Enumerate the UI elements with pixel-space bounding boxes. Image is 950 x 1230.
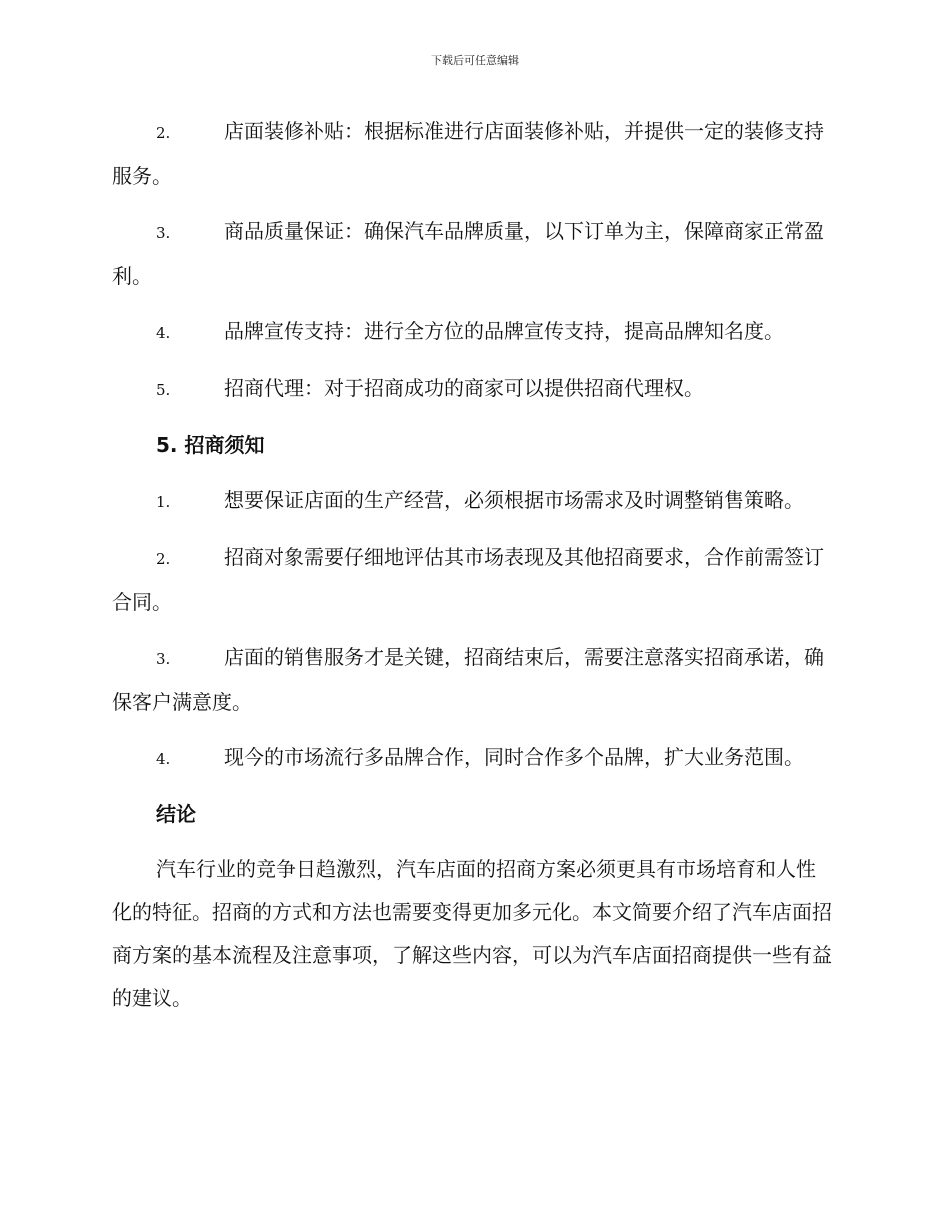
conclusion-heading: 结论 bbox=[156, 802, 196, 826]
list-item bbox=[112, 110, 834, 198]
section-heading: 5. 招商须知 bbox=[156, 433, 265, 457]
list-item bbox=[112, 736, 834, 781]
list-text: 品牌宣传支持：进行全方位的品牌宣传支持，提高品牌知名度。 bbox=[224, 319, 784, 343]
list-item bbox=[112, 210, 834, 298]
list-number: 5. bbox=[156, 381, 171, 399]
list-text: 现今的市场流行多品牌合作，同时合作多个品牌，扩大业务范围。 bbox=[224, 745, 804, 769]
list-number: 3. bbox=[156, 224, 171, 242]
list-number: 1. bbox=[156, 493, 171, 511]
document-body bbox=[112, 110, 834, 1020]
list-number: 4. bbox=[156, 324, 171, 342]
list-text: 想要保证店面的生产经营，必须根据市场需求及时调整销售策略。 bbox=[224, 488, 804, 512]
list-text: 招商代理：对于招商成功的商家可以提供招商代理权。 bbox=[224, 376, 704, 400]
list-text: 店面的销售服务才是关键，招商结束后，需要注意落实招商承诺，确保客户满意度。 bbox=[112, 645, 824, 714]
list-number: 2. bbox=[156, 124, 171, 142]
list-item bbox=[112, 636, 834, 724]
list-text: 店面装修补贴：根据标准进行店面装修补贴，并提供一定的装修支持服务。 bbox=[112, 119, 824, 188]
list-item bbox=[112, 367, 834, 412]
list-item bbox=[112, 479, 834, 524]
list-number: 2. bbox=[156, 550, 171, 568]
list-item bbox=[112, 536, 834, 624]
list-text: 招商对象需要仔细地评估其市场表现及其他招商要求，合作前需签订合同。 bbox=[112, 545, 824, 614]
list-number: 3. bbox=[156, 650, 171, 668]
conclusion-paragraph: 汽车行业的竞争日趋激烈，汽车店面的招商方案必须更具有市场培育和人性化的特征。招商的方式和方法也需要变得更加多元化。本文简要介绍了汽车店面招商方案的基本流程及注意事项，了解这些内容，可以为汽车店面招商提供一些有益的建议。 bbox=[112, 857, 832, 1010]
list-text: 商品质量保证：确保汽车品牌质量，以下订单为主，保障商家正常盈利。 bbox=[112, 219, 824, 288]
list-number: 4. bbox=[156, 750, 171, 768]
page-header: 下载后可任意编辑 bbox=[431, 54, 519, 67]
list-item bbox=[112, 310, 834, 355]
